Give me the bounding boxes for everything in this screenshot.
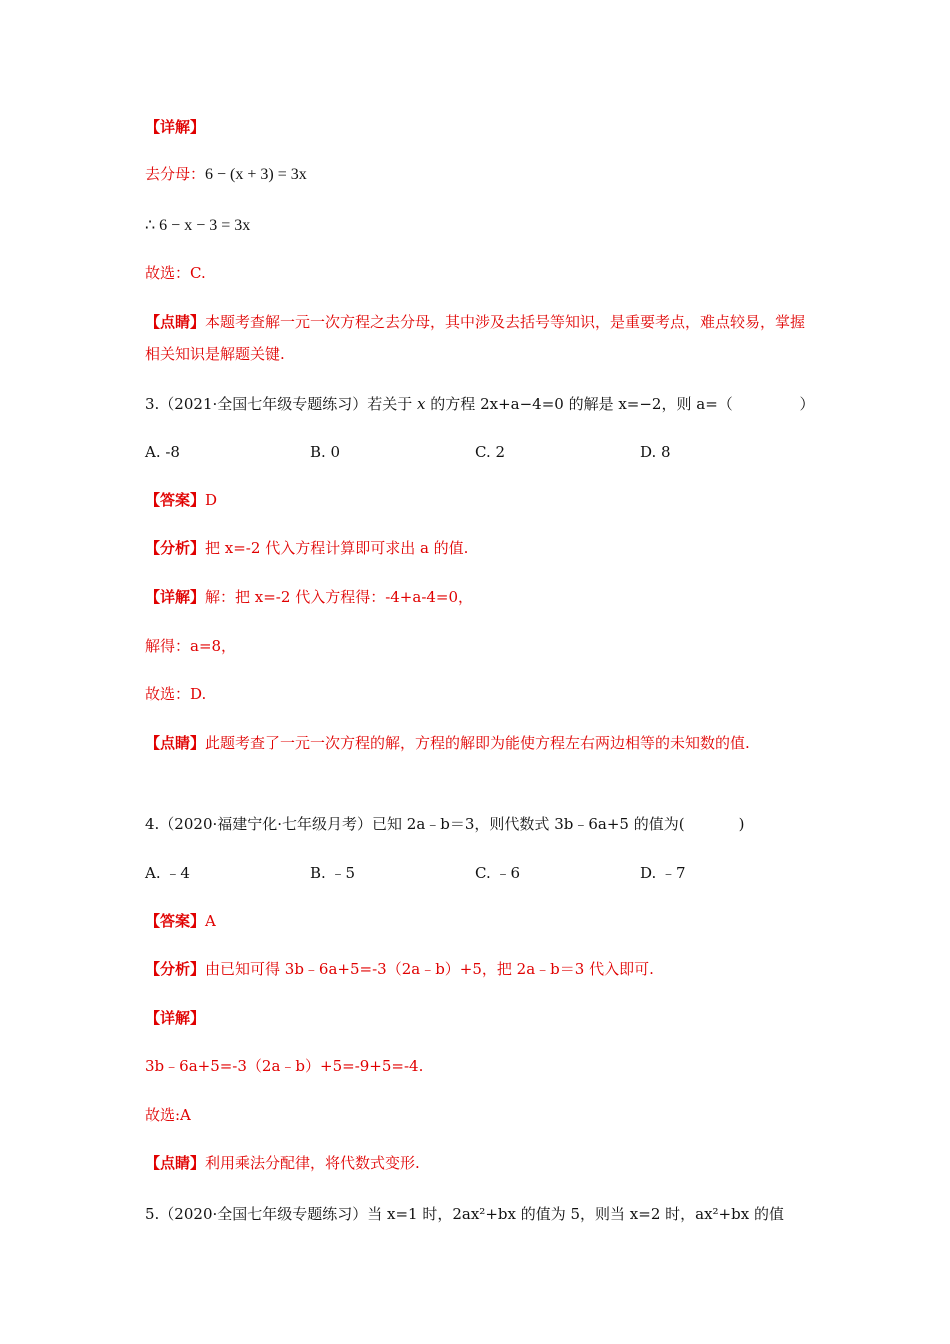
- q4-option-a: A. ﹣4: [145, 864, 190, 882]
- q2-step1-math: 6 − (x + 3) = 3x: [205, 166, 307, 183]
- q4-answer: [145, 911, 216, 931]
- q4-analysis: [145, 959, 654, 979]
- q3-option-d: D. 8: [640, 443, 671, 461]
- q4-option-b: B. ﹣5: [310, 864, 356, 882]
- q2-dianjing: [145, 306, 810, 370]
- q3-stem-prefix: 3.（2021·全国七年级专题练习）若关于: [145, 395, 413, 413]
- q4-stem-text: 4.（2020·福建宁化·七年级月考）已知 2a﹣b＝3，则代数式 3b﹣6a+5 的值为(: [145, 815, 685, 833]
- q3-detail: [145, 587, 473, 607]
- q3-answer-value: D: [205, 491, 218, 509]
- q3-analysis: [145, 538, 468, 558]
- q3-option-b: B. 0: [310, 443, 341, 461]
- q4-answer-value: A: [205, 912, 216, 930]
- q4-analysis-label: 【分析】: [145, 960, 206, 978]
- q3-dianjing-text: 此题考查了一元一次方程的解，方程的解即为能使方程左右两边相等的未知数的值.: [205, 734, 750, 752]
- q3-dianjing: [145, 727, 810, 759]
- q4-dianjing: [145, 1153, 420, 1173]
- q3-detail-label: 【详解】: [145, 588, 206, 606]
- q4-guxuan: 故选:A: [145, 1106, 191, 1124]
- q2-step2-math: ∴ 6 − x − 3 = 3x: [145, 217, 251, 234]
- q3-solution: 解得：a=8，: [145, 637, 237, 655]
- q5-stem: 5.（2020·全国七年级专题练习）当 x=1 时，2ax²+bx 的值为 5，则当 x=2 时，ax²+bx 的值: [145, 1205, 784, 1223]
- q3-option-a: A. -8: [145, 443, 180, 461]
- q3-detail-text: 解：把 x=-2 代入方程得：-4+a-4=0，: [205, 588, 474, 606]
- q2-xiangjie-label: 【详解】: [145, 118, 206, 136]
- q2-guxuan: 故选：C.: [145, 264, 206, 282]
- q3-stem-eq: x+a−4=0 的解是 x=−2，则 a=（: [489, 395, 733, 413]
- q4-analysis-text: 由已知可得 3b﹣6a+5=-3（2a﹣b）+5，把 2a﹣b＝3 代入即可.: [205, 960, 654, 978]
- q4-stem-close: ): [738, 815, 745, 833]
- q4-calc: 3b﹣6a+5=-3（2a﹣b）+5=-9+5=-4.: [145, 1057, 424, 1075]
- q2-step1: [145, 164, 307, 185]
- q3-stem-mid: 的方程 2: [430, 395, 490, 413]
- q4-option-d: D. ﹣7: [640, 864, 686, 882]
- q4-dianjing-label: 【点睛】: [145, 1154, 206, 1172]
- q3-guxuan: 故选：D.: [145, 685, 207, 703]
- q4-detail-label: 【详解】: [145, 1009, 206, 1027]
- q4-dianjing-text: 利用乘法分配律，将代数式变形.: [205, 1154, 420, 1172]
- q3-stem: [145, 394, 815, 414]
- q4-answer-label: 【答案】: [145, 912, 206, 930]
- q2-step1-label: 去分母：: [145, 165, 206, 183]
- q4-stem: [145, 814, 744, 834]
- q2-dianjing-text: 本题考查解一元一次方程之去分母，其中涉及去括号等知识，是重要考点，难点较易，掌握相关知识是解题关键.: [145, 313, 806, 363]
- q2-dianjing-label: 【点睛】: [145, 313, 206, 331]
- q3-answer: [145, 490, 217, 510]
- q3-stem-var: x: [417, 395, 426, 413]
- q4-option-c: C. ﹣6: [475, 864, 521, 882]
- q3-analysis-text: 把 x=-2 代入方程计算即可求出 a 的值.: [205, 539, 469, 557]
- q3-option-c: C. 2: [475, 443, 506, 461]
- q3-analysis-label: 【分析】: [145, 539, 206, 557]
- q3-stem-close: ）: [799, 395, 815, 413]
- q3-dianjing-label: 【点睛】: [145, 734, 206, 752]
- q3-answer-label: 【答案】: [145, 491, 206, 509]
